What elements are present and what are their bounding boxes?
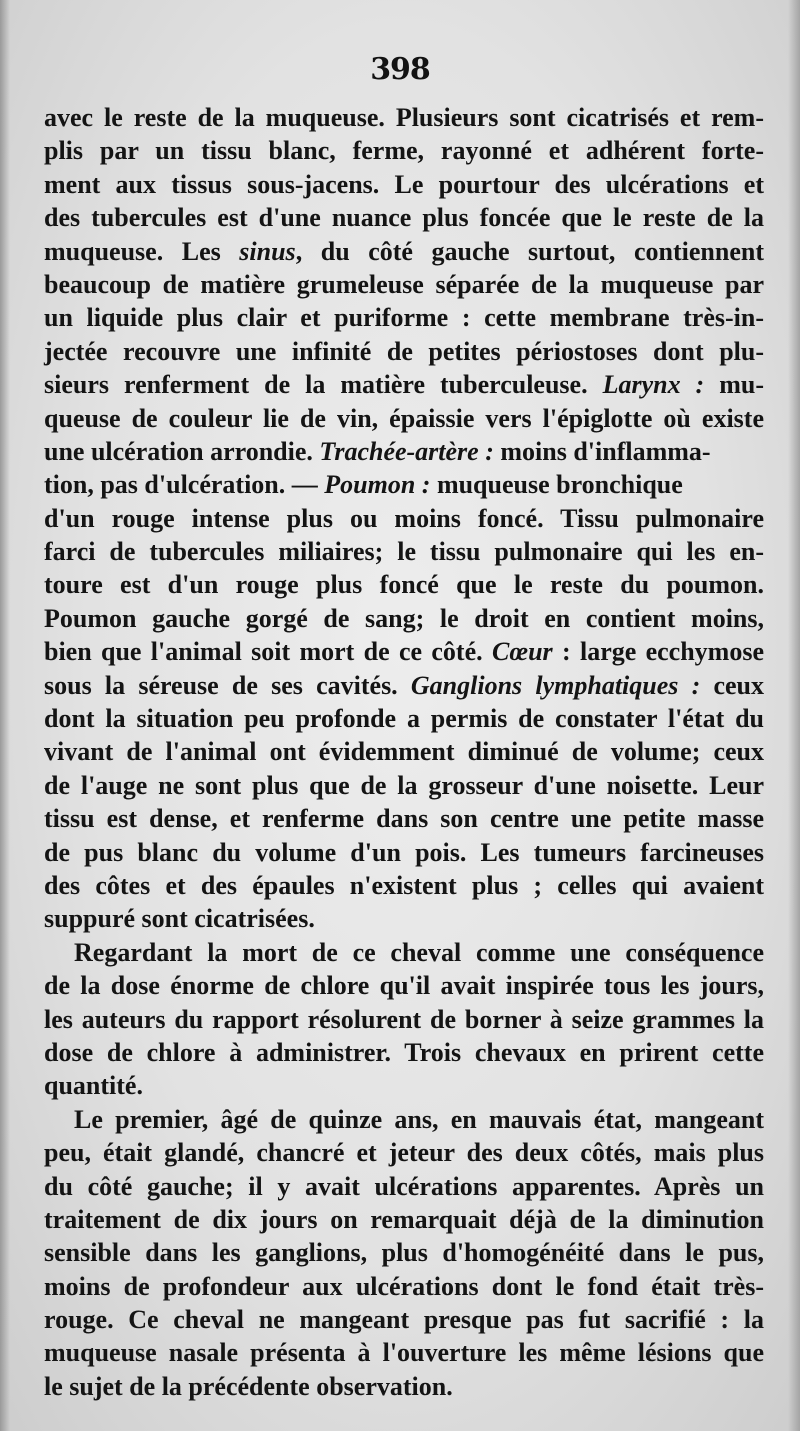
text-segment: Poumon gauche gorgé de sang; le droit en contient moins,	[44, 603, 764, 633]
text-line	[44, 535, 764, 568]
text-line	[44, 1136, 764, 1169]
text-segment: jectée recouvre une infinité de petites périostoses dont plu-	[44, 336, 764, 366]
text-segment: le sujet de la précédente observation.	[44, 1371, 453, 1401]
text-line	[44, 402, 764, 435]
text-line	[44, 669, 764, 702]
text-line	[44, 201, 764, 234]
text-segment: plis par un tissu blanc, ferme, rayonné et adhérent forte-	[44, 136, 764, 166]
text-segment: dose de chlore à administrer. Trois chevaux en prirent cette	[44, 1037, 764, 1067]
text-segment: traitement de dix jours on remarquait déjà de la diminution	[44, 1204, 764, 1234]
text-line	[44, 368, 764, 401]
text-line	[44, 1203, 764, 1236]
text-segment: mu-	[704, 370, 764, 400]
text-line	[44, 1303, 764, 1336]
text-segment: avec le reste de la muqueuse. Plusieurs sont cicatrisés et rem-	[44, 103, 764, 132]
page-edge-shadow-right	[788, 0, 800, 1431]
text-line	[44, 101, 764, 134]
text-line	[44, 836, 764, 869]
text-segment: peu, était glandé, chancré et jeteur des deux côtés, mais plus	[44, 1138, 764, 1168]
text-segment: d'un rouge intense plus ou moins foncé. Tissu pulmonaire	[44, 503, 764, 533]
italic-term: Trachée-artère :	[319, 436, 494, 466]
text-line	[44, 1069, 764, 1102]
text-line	[44, 568, 764, 601]
text-segment: de la dose énorme de chlore qu'il avait inspirée tous les jours,	[44, 971, 764, 1001]
text-segment: tion, pas d'ulcération. —	[44, 470, 325, 500]
text-line	[44, 602, 764, 635]
text-line	[44, 702, 764, 735]
text-line	[44, 235, 764, 268]
text-segment: queuse de couleur lie de vin, épaissie vers l'épiglotte où existe	[44, 403, 764, 433]
text-line	[44, 735, 764, 768]
text-line	[44, 769, 764, 802]
text-segment: ment aux tissus sous-jacens. Le pourtour des ulcérations et	[44, 169, 764, 199]
text-line	[44, 635, 764, 668]
italic-term: Ganglions lymphatiques :	[410, 670, 701, 700]
italic-term: Poumon :	[324, 470, 431, 500]
text-segment: sensible dans les ganglions, plus d'homogénéité dans le pus,	[44, 1238, 764, 1268]
text-segment: farci de tubercules miliaires; le tissu pulmonaire qui les en-	[44, 537, 764, 567]
text-line	[44, 969, 764, 1002]
text-segment: bien que l'animal soit mort de ce côté.	[44, 637, 492, 667]
italic-term: Cœur	[491, 637, 553, 667]
text-line	[44, 1336, 764, 1369]
italic-term: sinus	[239, 236, 296, 266]
text-line	[44, 1236, 764, 1269]
page-number: 398	[370, 52, 430, 87]
text-line	[44, 468, 764, 501]
text-segment: un liquide plus clair et puriforme : cette membrane très-in-	[44, 303, 764, 333]
italic-term: Larynx :	[602, 370, 705, 400]
text-segment: des tubercules est d'une nuance plus foncée que le reste de la	[44, 203, 764, 233]
text-segment: : large ecchymose	[552, 637, 764, 667]
text-segment: moins d'inflamma-	[493, 436, 711, 466]
text-line	[44, 1103, 764, 1136]
text-line	[44, 335, 764, 368]
text-segment: des côtes et des épaules n'existent plus ; celles qui avaient	[44, 870, 764, 900]
text-segment: tissu est dense, et renferme dans son centre une petite masse	[44, 804, 764, 834]
text-segment: sieurs renferment de la matière tuberculeuse.	[44, 370, 603, 400]
text-line	[44, 168, 764, 201]
text-segment: dont la situation peu profonde a permis de constater l'état du	[44, 704, 764, 734]
text-segment: vivant de l'animal ont évidemment diminué de volume; ceux	[44, 737, 764, 767]
text-line	[44, 1370, 764, 1403]
text-line	[44, 1270, 764, 1303]
text-segment: les auteurs du rapport résolurent de borner à seize grammes la	[44, 1004, 764, 1034]
text-line	[44, 869, 764, 902]
text-segment: , du côté gauche surtout, contiennent	[295, 236, 764, 266]
text-line	[44, 902, 764, 935]
text-line	[44, 502, 764, 535]
text-segment: muqueuse bronchique	[430, 470, 683, 500]
text-line	[44, 134, 764, 167]
text-segment: de pus blanc du volume d'un pois. Les tumeurs farcineuses	[44, 837, 764, 867]
text-segment: de l'auge ne sont plus que de la grosseur d'une noisette. Leur	[44, 770, 764, 800]
text-line	[44, 435, 764, 468]
text-segment: moins de profondeur aux ulcérations dont le fond était très-	[44, 1271, 764, 1301]
text-line	[44, 268, 764, 301]
text-segment: quantité.	[44, 1071, 143, 1101]
text-segment: suppuré sont cicatrisées.	[44, 904, 315, 934]
text-segment: beaucoup de matière grumeleuse séparée de la muqueuse par	[44, 269, 764, 299]
text-segment: ceux	[700, 670, 764, 700]
page-edge-shadow-left	[0, 0, 10, 1431]
text-line	[44, 1170, 764, 1203]
text-line	[44, 1003, 764, 1036]
text-segment: muqueuse. Les	[44, 236, 240, 266]
text-segment: Le premier, âgé de quinze ans, en mauvais état, mangeant	[74, 1104, 764, 1134]
text-segment: sous la séreuse de ses cavités.	[44, 670, 411, 700]
text-segment: muqueuse nasale présenta à l'ouverture les même lésions que	[44, 1338, 764, 1368]
body-text	[44, 101, 764, 1403]
text-line	[44, 936, 764, 969]
text-segment: du côté gauche; il y avait ulcérations apparentes. Après un	[44, 1171, 764, 1201]
text-line	[44, 301, 764, 334]
text-segment: toure est d'un rouge plus foncé que le reste du poumon.	[44, 570, 764, 600]
text-segment: Regardant la mort de ce cheval comme une conséquence	[74, 937, 764, 967]
text-line	[44, 1036, 764, 1069]
text-segment: rouge. Ce cheval ne mangeant presque pas fut sacrifié : la	[44, 1305, 764, 1335]
text-segment: une ulcération arrondie.	[44, 436, 320, 466]
text-line	[44, 802, 764, 835]
